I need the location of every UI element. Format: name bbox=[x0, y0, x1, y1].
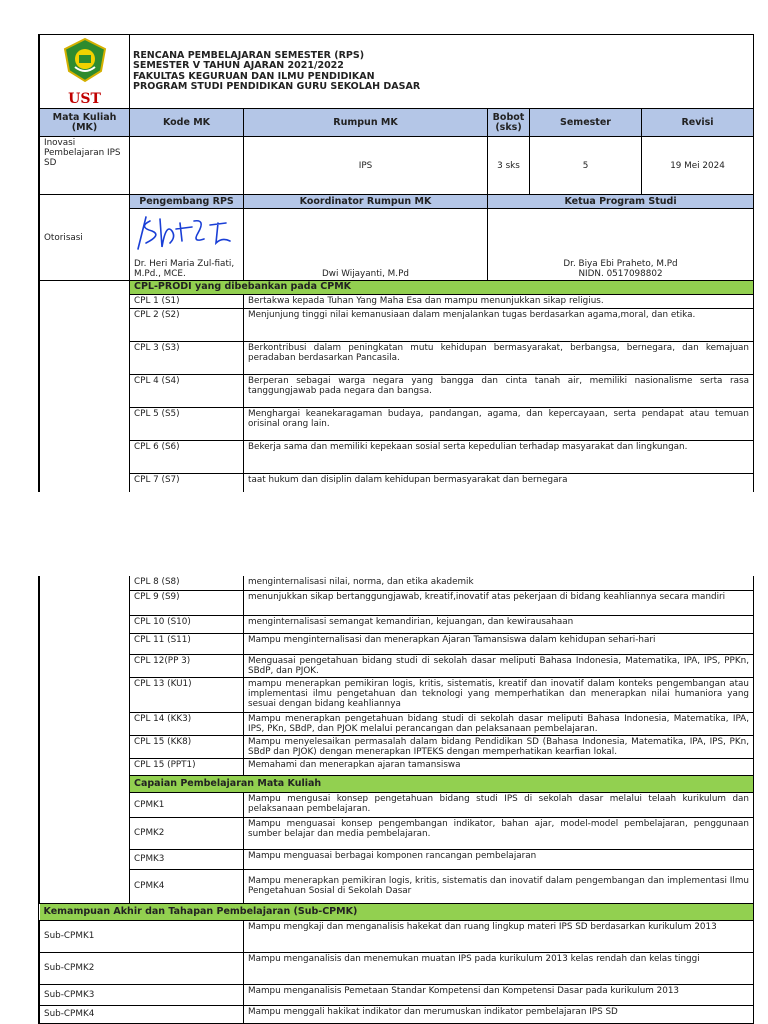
authorization-label: Otorisasi bbox=[40, 195, 130, 281]
title-line: PROGRAM STUDI PENDIDIKAN GURU SEKOLAH DASAR bbox=[133, 81, 421, 92]
cpl-text: menginternalisasi nilai, norma, dan etika akademik bbox=[244, 576, 754, 590]
subcpmk-text: Mampu menganalisis dan menemukan muatan IPS pada kurikulum 2013 kelas rendah dan kelas tinggi bbox=[244, 952, 754, 984]
left-blank-cell bbox=[40, 295, 130, 309]
coordinator-name: Dwi Wijayanti, M.Pd bbox=[244, 209, 488, 281]
cpl-code: CPL 15 (KK8) bbox=[130, 735, 244, 758]
cpl-code: CPL 6 (S6) bbox=[130, 441, 244, 474]
cpl-code: CPL 5 (S5) bbox=[130, 408, 244, 441]
developer-header: Pengembang RPS bbox=[130, 195, 244, 209]
subcpmk-code: Sub-CPMK3 bbox=[40, 984, 244, 1005]
left-blank-cell bbox=[40, 775, 130, 792]
cpmk-text: Mampu menerapkan pemikiran logis, kritis, sistematis dan inovatif dalam pengembangan dan implementasi Ilmu Pengetahuan Sosial di Sekolah Dasar bbox=[244, 869, 754, 903]
cpl-text: Mampu menginternalisasi dan menerapkan Ajaran Tamansiswa dalam kehidupan sehari-hari bbox=[244, 633, 754, 654]
subcpmk-text: Mampu menggali hakikat indikator dan merumuskan indikator pembelajaran IPS SD bbox=[244, 1005, 754, 1023]
cpl-code: CPL 8 (S8) bbox=[130, 576, 244, 590]
cpmk-text: Mampu mengusai konsep pengetahuan bidang studi IPS di sekolah dasar melalui telaah kurikulum dan pelaksanaan pembelajaran. bbox=[244, 792, 754, 817]
cpmk-code: CPMK2 bbox=[130, 817, 244, 849]
cpl-code: CPL 10 (S10) bbox=[130, 615, 244, 633]
cpl-text: taat hukum dan disiplin dalam kehidupan bermasyarakat dan bernegara bbox=[244, 474, 754, 492]
program-head-cell bbox=[488, 209, 754, 281]
program-head-name: Dr. Biya Ebi Praheto, M.Pd bbox=[563, 259, 678, 269]
left-blank-cell bbox=[40, 474, 130, 492]
cpl-text: Berperan sebagai warga negara yang bangga dan cinta tanah air, memiliki nasionalisme serta rasa tanggungjawab pada negara dan bangsa. bbox=[244, 375, 754, 408]
cpl-text: mampu menerapkan pemikiran logis, kritis, sistematis, kreatif dan inovatif dalam konteks pengembangan atau implementasi ilmu pengetahuan dan teknologi yang memperhatikan dan menerapkan nilai humaniora yang sesuai dengan bidang keahliannya bbox=[244, 677, 754, 712]
course-revision: 19 Mei 2024 bbox=[642, 137, 754, 195]
cpl-code: CPL 15 (PPT1) bbox=[130, 758, 244, 775]
subcpmk-title: Kemampuan Akhir dan Tahapan Pembelajaran (Sub-CPMK) bbox=[40, 903, 754, 920]
col-header-credits: Bobot (sks) bbox=[488, 109, 530, 137]
cpl-text: Mampu menyelesaikan permasalah dalam bidang Pendidikan SD (Bahasa Indonesia, Matematika, IPA, IPS, PKn, SBdP dan PJOK) dengan menerapkan IPTEKS dengan memperhatikan kearfian lokal. bbox=[244, 735, 754, 758]
left-blank-cell bbox=[40, 633, 130, 654]
subcpmk-text: Mampu menganalisis Pemetaan Standar Kompetensi dan Kompetensi Dasar pada kurikulum 2013 bbox=[244, 984, 754, 1005]
course-group: IPS bbox=[244, 137, 488, 195]
cpl-text: menunjukkan sikap bertanggungjawab, kreatif,inovatif atas pekerjaan di bidang keahliannya secara mandiri bbox=[244, 590, 754, 615]
cpl-code: CPL 2 (S2) bbox=[130, 309, 244, 342]
col-header-course: Mata Kuliah (MK) bbox=[40, 109, 130, 137]
cpl-title: CPL-PRODI yang dibebankan pada CPMK bbox=[130, 281, 754, 295]
document-title bbox=[130, 35, 754, 109]
left-blank-cell bbox=[40, 408, 130, 441]
cpl-text: Bertakwa kepada Tuhan Yang Maha Esa dan mampu menunjukkan sikap religius. bbox=[244, 295, 754, 309]
title-line: SEMESTER V TAHUN AJARAN 2021/2022 bbox=[133, 60, 344, 71]
cpl-code: CPL 3 (S3) bbox=[130, 342, 244, 375]
logo-cell bbox=[40, 35, 130, 109]
rps-page-1 bbox=[38, 34, 753, 492]
left-blank-cell bbox=[40, 309, 130, 342]
signature-icon bbox=[132, 213, 236, 253]
logo-text: UST bbox=[68, 91, 101, 107]
cpl-table-page-2 bbox=[39, 576, 754, 1024]
col-header-revision: Revisi bbox=[642, 109, 754, 137]
coordinator-header: Koordinator Rumpun MK bbox=[244, 195, 488, 209]
cpl-code: CPL 7 (S7) bbox=[130, 474, 244, 492]
cpmk-text: Mampu menguasai konsep pengembangan indikator, bahan ajar, model-model pembelajaran, penggunaan sumber belajar dan media pembelajaran. bbox=[244, 817, 754, 849]
course-credits: 3 sks bbox=[488, 137, 530, 195]
left-blank-cell bbox=[40, 281, 130, 295]
rps-page-2 bbox=[38, 576, 753, 1024]
cpl-code: CPL 4 (S4) bbox=[130, 375, 244, 408]
cpmk-code: CPMK1 bbox=[130, 792, 244, 817]
col-header-group: Rumpun MK bbox=[244, 109, 488, 137]
developer-name: Dr. Heri Maria Zul-fiati, M.Pd., MCE. bbox=[134, 259, 235, 279]
left-blank-cell bbox=[40, 817, 130, 849]
left-blank-cell bbox=[40, 869, 130, 903]
cpl-text: Memahami dan menerapkan ajaran tamansiswa bbox=[244, 758, 754, 775]
cpl-code: CPL 11 (S11) bbox=[130, 633, 244, 654]
subcpmk-code: Sub-CPMK2 bbox=[40, 952, 244, 984]
university-logo-icon bbox=[61, 37, 109, 89]
subcpmk-code: Sub-CPMK4 bbox=[40, 1005, 244, 1023]
cpmk-text: Mampu menguasai berbagai komponen rancangan pembelajaran bbox=[244, 849, 754, 869]
program-head-nidn: NIDN. 0517098802 bbox=[578, 269, 663, 279]
title-line: FAKULTAS KEGURUAN DAN ILMU PENDIDIKAN bbox=[133, 70, 375, 82]
cpl-code: CPL 1 (S1) bbox=[130, 295, 244, 309]
left-blank-cell bbox=[40, 375, 130, 408]
left-blank-cell bbox=[40, 758, 130, 775]
subcpmk-text: Mampu mengkaji dan menganalisis hakekat dan ruang lingkup materi IPS SD berdasarkan kurikulum 2013 bbox=[244, 920, 754, 952]
cpl-text: Bekerja sama dan memiliki kepekaan sosial serta kepedulian terhadap masyarakat dan lingkungan. bbox=[244, 441, 754, 474]
left-blank-cell bbox=[40, 441, 130, 474]
subcpmk-code: Sub-CPMK1 bbox=[40, 920, 244, 952]
cpl-text: Mampu menerapkan pengetahuan bidang studi di sekolah dasar meliputi Bahasa Indonesia, Matematika, IPA, IPS, PKn, SBdP, dan PJOK melalui perancangan dan pelaksanaan pembelajaran. bbox=[244, 712, 754, 735]
left-blank-cell bbox=[40, 615, 130, 633]
title-line: RENCANA PEMBELAJARAN SEMESTER (RPS) bbox=[133, 49, 365, 61]
col-header-semester: Semester bbox=[530, 109, 642, 137]
cpl-text: Menguasai pengetahuan bidang studi di sekolah dasar meliputi Bahasa Indonesia, Matematika, IPA, IPS, PPKn, SBdP, dan PJOK. bbox=[244, 654, 754, 677]
program-head-header: Ketua Program Studi bbox=[488, 195, 754, 209]
course-code bbox=[130, 137, 244, 195]
left-blank-cell bbox=[40, 342, 130, 375]
left-blank-cell bbox=[40, 792, 130, 817]
col-header-code: Kode MK bbox=[130, 109, 244, 137]
cpl-code: CPL 13 (KU1) bbox=[130, 677, 244, 712]
cpl-text: Menghargai keanekaragaman budaya, pandangan, agama, dan kepercayaan, serta pendapat atau temuan orisinal orang lain. bbox=[244, 408, 754, 441]
cpmk-code: CPMK4 bbox=[130, 869, 244, 903]
cpl-text: menginternalisasi semangat kemandirian, kejuangan, dan kewirausahaan bbox=[244, 615, 754, 633]
cpmk-code: CPMK3 bbox=[130, 849, 244, 869]
left-blank-cell bbox=[40, 590, 130, 615]
course-semester: 5 bbox=[530, 137, 642, 195]
cpmk-title: Capaian Pembelajaran Mata Kuliah bbox=[130, 775, 754, 792]
left-blank-cell bbox=[40, 735, 130, 758]
cpl-code: CPL 9 (S9) bbox=[130, 590, 244, 615]
left-blank-cell bbox=[40, 712, 130, 735]
rps-header-table bbox=[39, 34, 754, 281]
left-blank-cell bbox=[40, 849, 130, 869]
cpl-text: Berkontribusi dalam peningkatan mutu kehidupan bermasyarakat, berbangsa, bernegara, dan kemajuan peradaban berdasarkan Pancasila. bbox=[244, 342, 754, 375]
left-blank-cell bbox=[40, 677, 130, 712]
cpl-code: CPL 12(PP 3) bbox=[130, 654, 244, 677]
course-name: Inovasi Pembelajaran IPS SD bbox=[40, 137, 130, 195]
developer-cell bbox=[130, 209, 244, 281]
left-blank-cell bbox=[40, 576, 130, 590]
cpl-text: Menjunjung tinggi nilai kemanusiaan dalam menjalankan tugas berdasarkan agama,moral, dan etika. bbox=[244, 309, 754, 342]
cpl-code: CPL 14 (KK3) bbox=[130, 712, 244, 735]
left-blank-cell bbox=[40, 654, 130, 677]
cpl-table-page-1 bbox=[39, 280, 754, 492]
